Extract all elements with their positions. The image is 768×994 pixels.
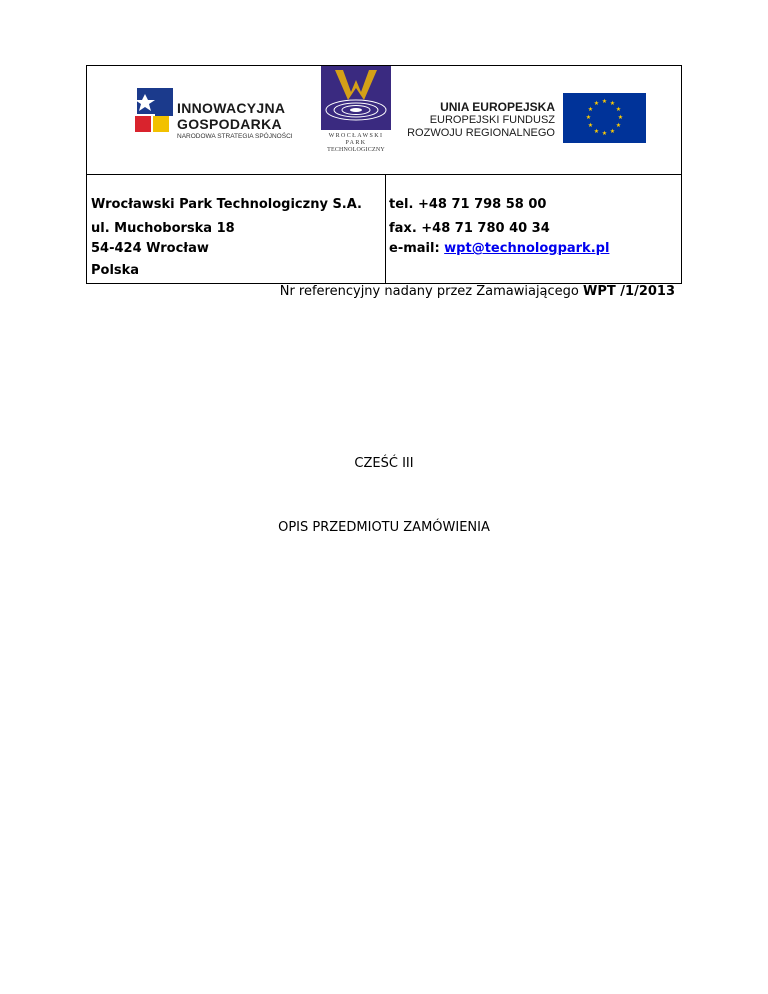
company-city: 54-424 Wrocław xyxy=(91,241,209,256)
email-label: e-mail: xyxy=(389,241,445,256)
eu-text xyxy=(387,100,555,140)
innowacyjna-gospodarka-logo-icon xyxy=(133,86,177,136)
subject-heading: OPIS PRZEDMIOTU ZAMÓWIENIA xyxy=(278,520,490,535)
svg-text:★: ★ xyxy=(587,122,594,129)
part-heading: CZEŚĆ III xyxy=(354,456,414,471)
logo-row xyxy=(87,66,681,175)
email-link[interactable]: wpt@technologpark.pl xyxy=(444,241,610,256)
innowacyjna-line1: INNOWACYJNA xyxy=(177,100,286,116)
eu-flag-icon xyxy=(563,93,646,143)
eu-line3: ROZWOJU REGIONALNEGO xyxy=(407,127,555,139)
innowacyjna-text xyxy=(177,100,293,140)
svg-text:★: ★ xyxy=(593,100,600,107)
svg-text:★: ★ xyxy=(609,128,616,135)
svg-text:★: ★ xyxy=(601,130,608,137)
svg-text:★: ★ xyxy=(587,106,594,113)
wpt-line2: PARK xyxy=(345,140,367,146)
svg-text:★: ★ xyxy=(615,122,622,129)
company-country: Polska xyxy=(91,263,140,278)
contact-tel: tel. +48 71 798 58 00 xyxy=(389,197,547,212)
wpt-line3: TECHNOLOGICZNY xyxy=(327,147,385,153)
svg-text:★: ★ xyxy=(617,114,624,121)
eu-line2: EUROPEJSKI FUNDUSZ xyxy=(429,114,555,126)
svg-text:★: ★ xyxy=(585,114,592,121)
svg-text:★: ★ xyxy=(601,98,608,105)
column-divider xyxy=(385,174,386,284)
svg-text:★: ★ xyxy=(593,128,600,135)
wpt-logo-text xyxy=(317,133,395,154)
contact-email xyxy=(389,241,609,256)
company-name: Wrocławski Park Technologiczny S.A. xyxy=(91,197,362,212)
wpt-line1: WROCŁAWSKI xyxy=(328,133,384,139)
innowacyjna-line2: GOSPODARKA xyxy=(177,116,282,132)
svg-text:★: ★ xyxy=(609,100,616,107)
innowacyjna-line3: NARODOWA STRATEGIA SPÓJNOŚCI xyxy=(177,133,293,140)
reference-code: WPT /1/2013 xyxy=(583,284,675,299)
letterhead-box xyxy=(86,65,682,284)
company-street: ul. Muchoborska 18 xyxy=(91,221,235,236)
reference-label: Nr referencyjny nadany przez Zamawiającego xyxy=(279,284,584,299)
reference-line xyxy=(280,284,675,299)
eu-line1: UNIA EUROPEJSKA xyxy=(440,100,555,114)
contact-fax: fax. +48 71 780 40 34 xyxy=(389,221,550,236)
svg-text:★: ★ xyxy=(615,106,622,113)
